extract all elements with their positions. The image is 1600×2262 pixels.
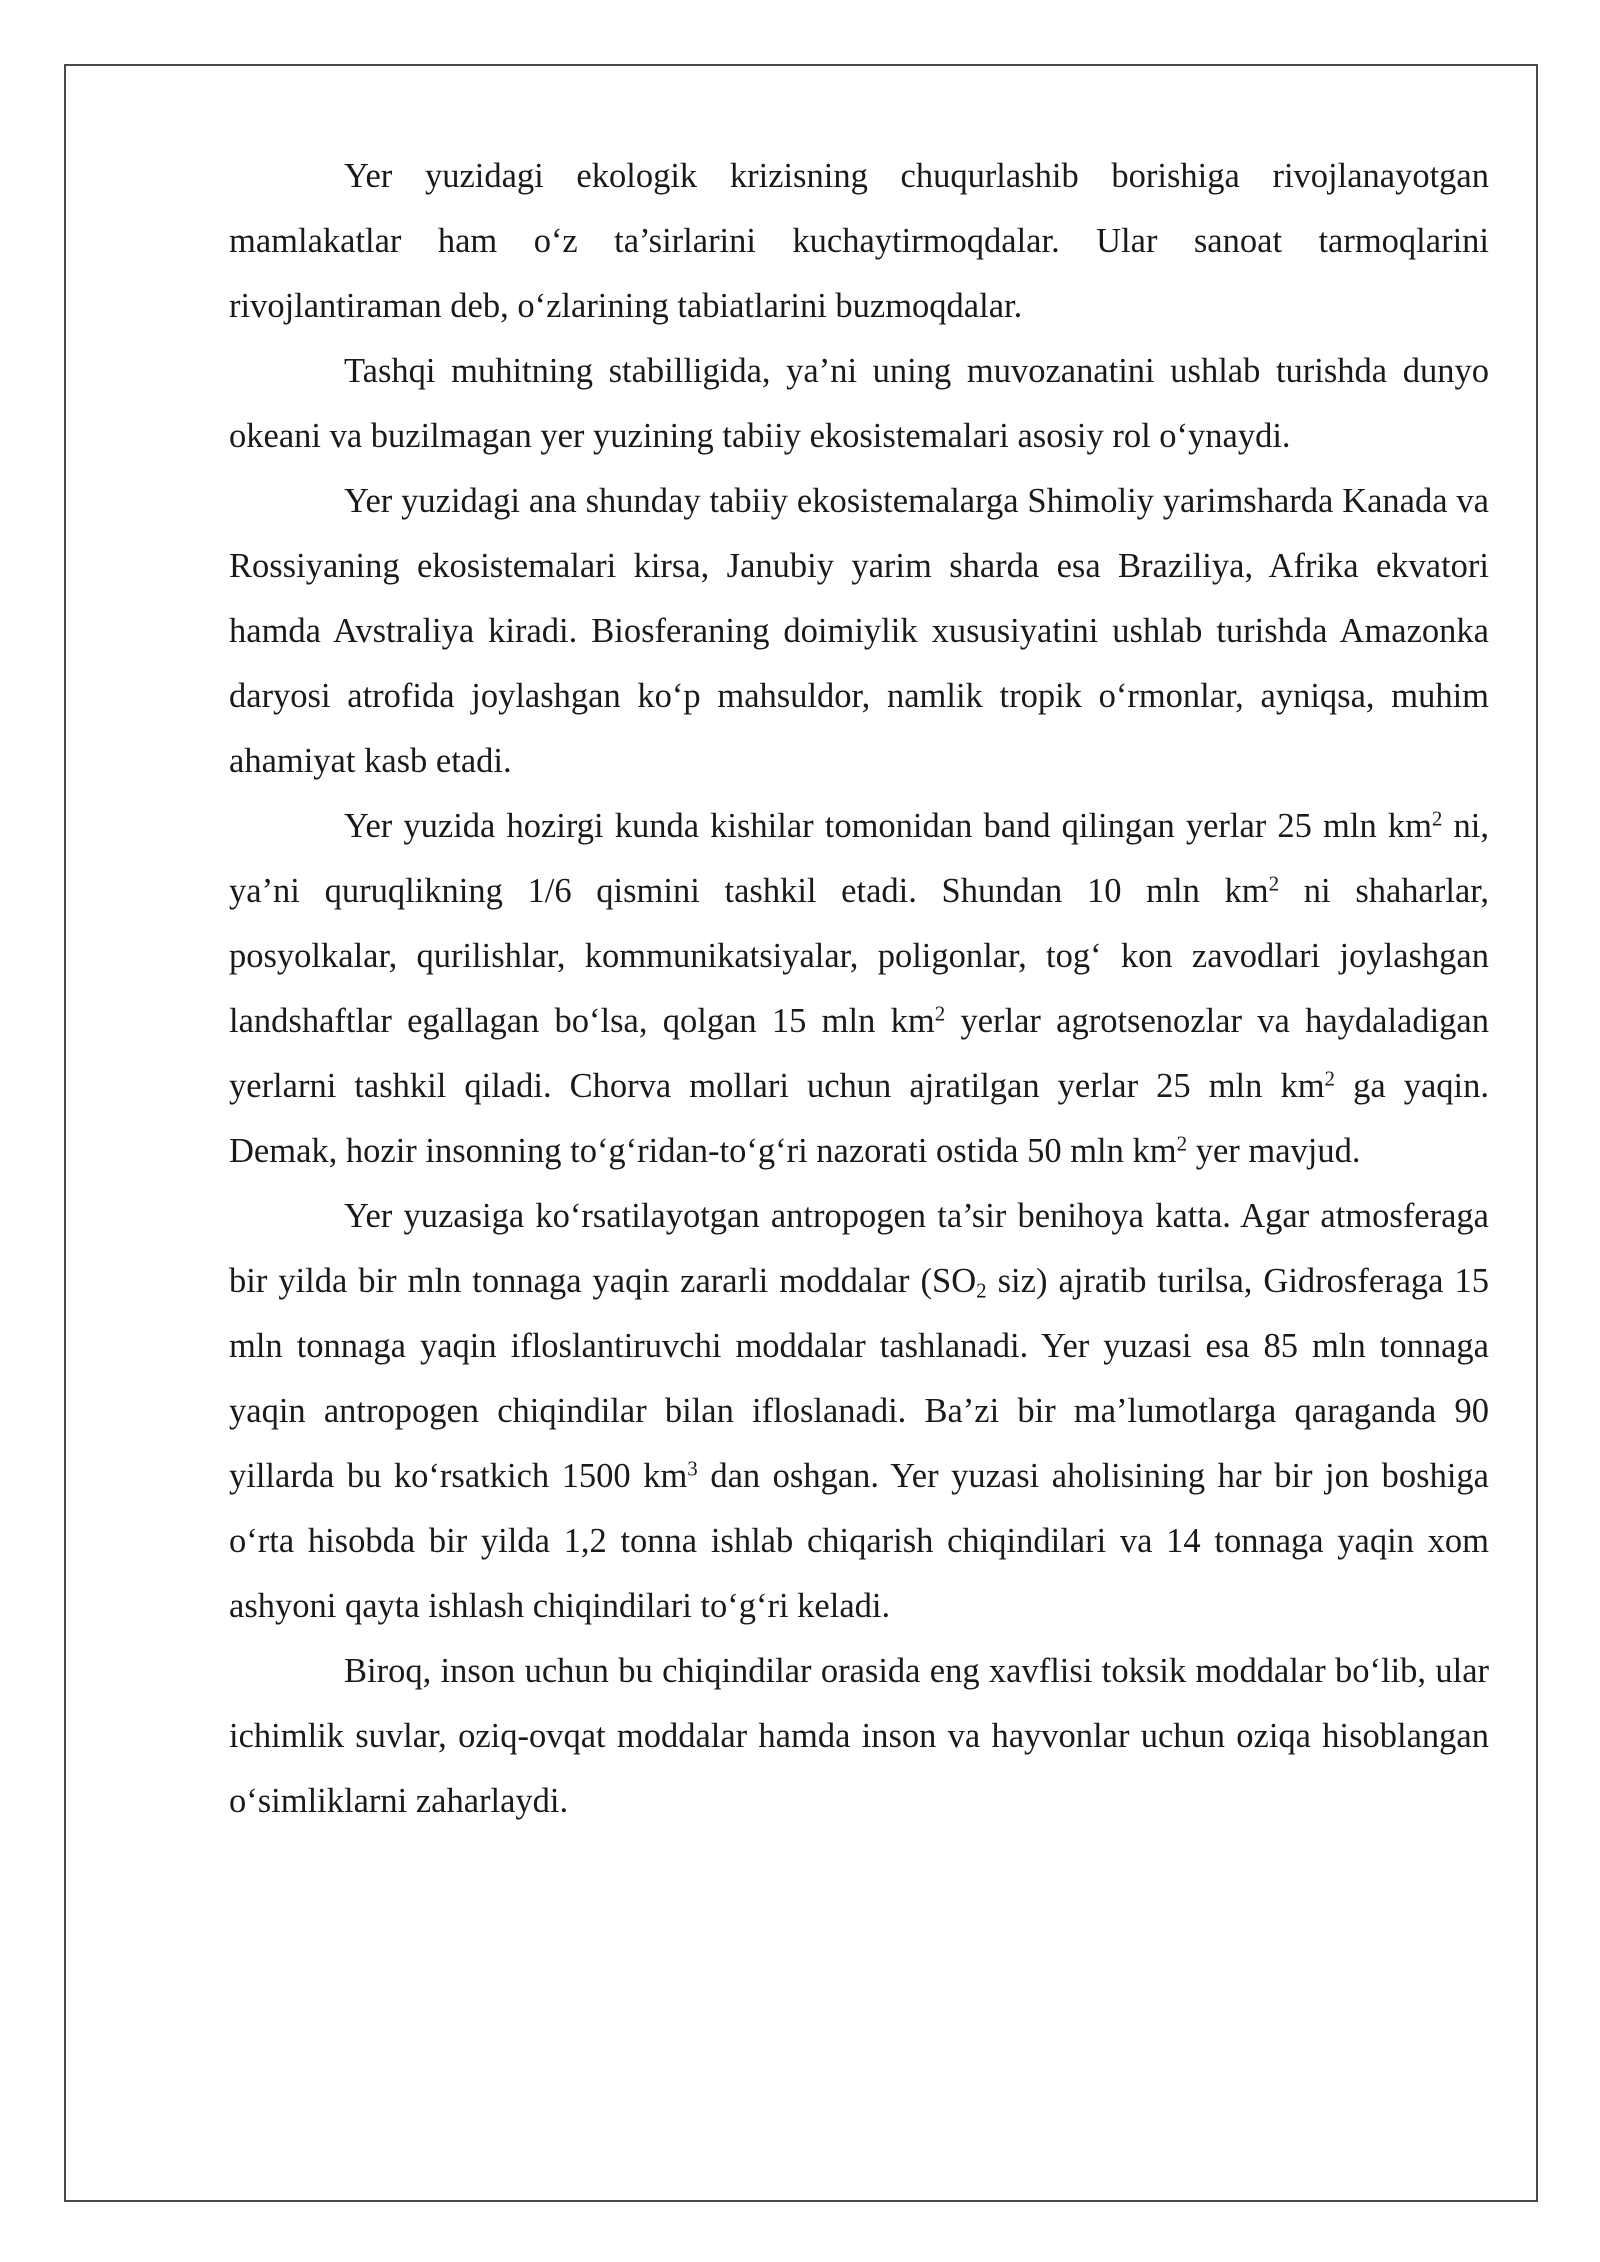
paragraph-3 xyxy=(229,469,1489,794)
text-run: ga yaqin. Demak, hozir insonning to‘g‘ridan-to‘g‘ri nazorati ostida 50 mln km xyxy=(229,1067,1489,1170)
paragraph-2 xyxy=(229,339,1489,469)
text-run: Yer yuzida hozirgi kunda kishilar tomonidan band qilingan yerlar 25 mln km xyxy=(344,807,1432,845)
paragraph-4 xyxy=(229,794,1489,1184)
text-run: Yer yuzidagi ana shunday tabiiy ekosistemalarga Shimoliy yarimsharda Kanada va Rossiyaning ekosistemalari kirsa, Janubiy yarim sharda esa Braziliya, Afrika ekvatori hamda Avstraliya kiradi. Biosferaning doimiylik xususiyatini ushlab turishda Amazonka daryosi atrofida joylashgan ko‘p mahsuldor, namlik tropik o‘rmonlar, ayniqsa, muhim ahamiyat kasb etadi. xyxy=(229,482,1489,780)
text-run: Biroq, inson uchun bu chiqindilar orasida eng xavflisi toksik moddalar bo‘lib, ular ichimlik suvlar, oziq-ovqat moddalar hamda inson va hayvonlar uchun oziqa hisoblangan o‘simliklarni zaharlaydi. xyxy=(229,1652,1489,1820)
superscript: 3 xyxy=(687,1456,698,1481)
superscript: 2 xyxy=(934,1001,946,1026)
document-body xyxy=(229,144,1489,1834)
text-run: dan oshgan. Yer yuzasi aholisining har bir jon boshiga o‘rta hisobda bir yilda 1,2 tonna ishlab chiqarish chiqindilari va 14 tonnaga yaqin xom ashyoni qayta ishlash chiqindilari to‘g‘ri keladi. xyxy=(229,1457,1489,1625)
text-run: Tashqi muhitning stabilligida, ya’ni uning muvozanatini ushlab turishda dunyo okeani va buzilmagan yer yuzining tabiiy ekosistemalari asosiy rol o‘ynaydi. xyxy=(229,352,1489,455)
text-run: yerlar agrotsenozlar va haydaladigan yerlarni tashkil qiladi. Chorva mollari uchun ajratilgan yerlar 25 mln km xyxy=(229,1002,1489,1105)
text-run: Yer yuzidagi ekologik krizisning chuqurlashib borishiga rivojlanayotgan mamlakatlar ham o‘z ta’sirlarini kuchaytirmoqdalar. Ular sanoat tarmoqlarini rivojlantiraman deb, o‘zlarining tabiatlarini buzmoqdalar. xyxy=(229,157,1489,325)
paragraph-1 xyxy=(229,144,1489,339)
superscript: 2 xyxy=(1268,871,1280,896)
text-run: ni, ya’ni quruqlikning 1/6 qismini tashkil etadi. Shundan 10 mln km xyxy=(229,807,1489,910)
superscript: 2 xyxy=(1324,1066,1336,1091)
text-run: yer mavjud. xyxy=(1187,1132,1361,1170)
subscript: 2 xyxy=(976,1278,987,1303)
text-run: ni shaharlar, posyolkalar, qurilishlar, kommunikatsiyalar, poligonlar, tog‘ kon zavodlari joylashgan landshaftlar egallagan bo‘lsa, qolgan 15 mln km xyxy=(229,872,1489,1040)
text-run: siz) ajratib turilsa, Gidrosferaga 15 mln tonnaga yaqin ifloslantiruvchi moddalar tashlanadi. Yer yuzasi esa 85 mln tonnaga yaqin antropogen chiqindilar bilan ifloslanadi. Ba’zi bir ma’lumotlarga qaraganda 90 yillarda bu ko‘rsatkich 1500 km xyxy=(229,1262,1489,1495)
paragraph-6 xyxy=(229,1639,1489,1834)
text-run: Yer yuzasiga ko‘rsatilayotgan antropogen ta’sir benihoya katta. Agar atmosferaga bir yilda bir mln tonnaga yaqin zararli moddalar (SO xyxy=(229,1197,1489,1300)
superscript: 2 xyxy=(1431,806,1443,831)
paragraph-5 xyxy=(229,1184,1489,1639)
superscript: 2 xyxy=(1176,1131,1188,1156)
